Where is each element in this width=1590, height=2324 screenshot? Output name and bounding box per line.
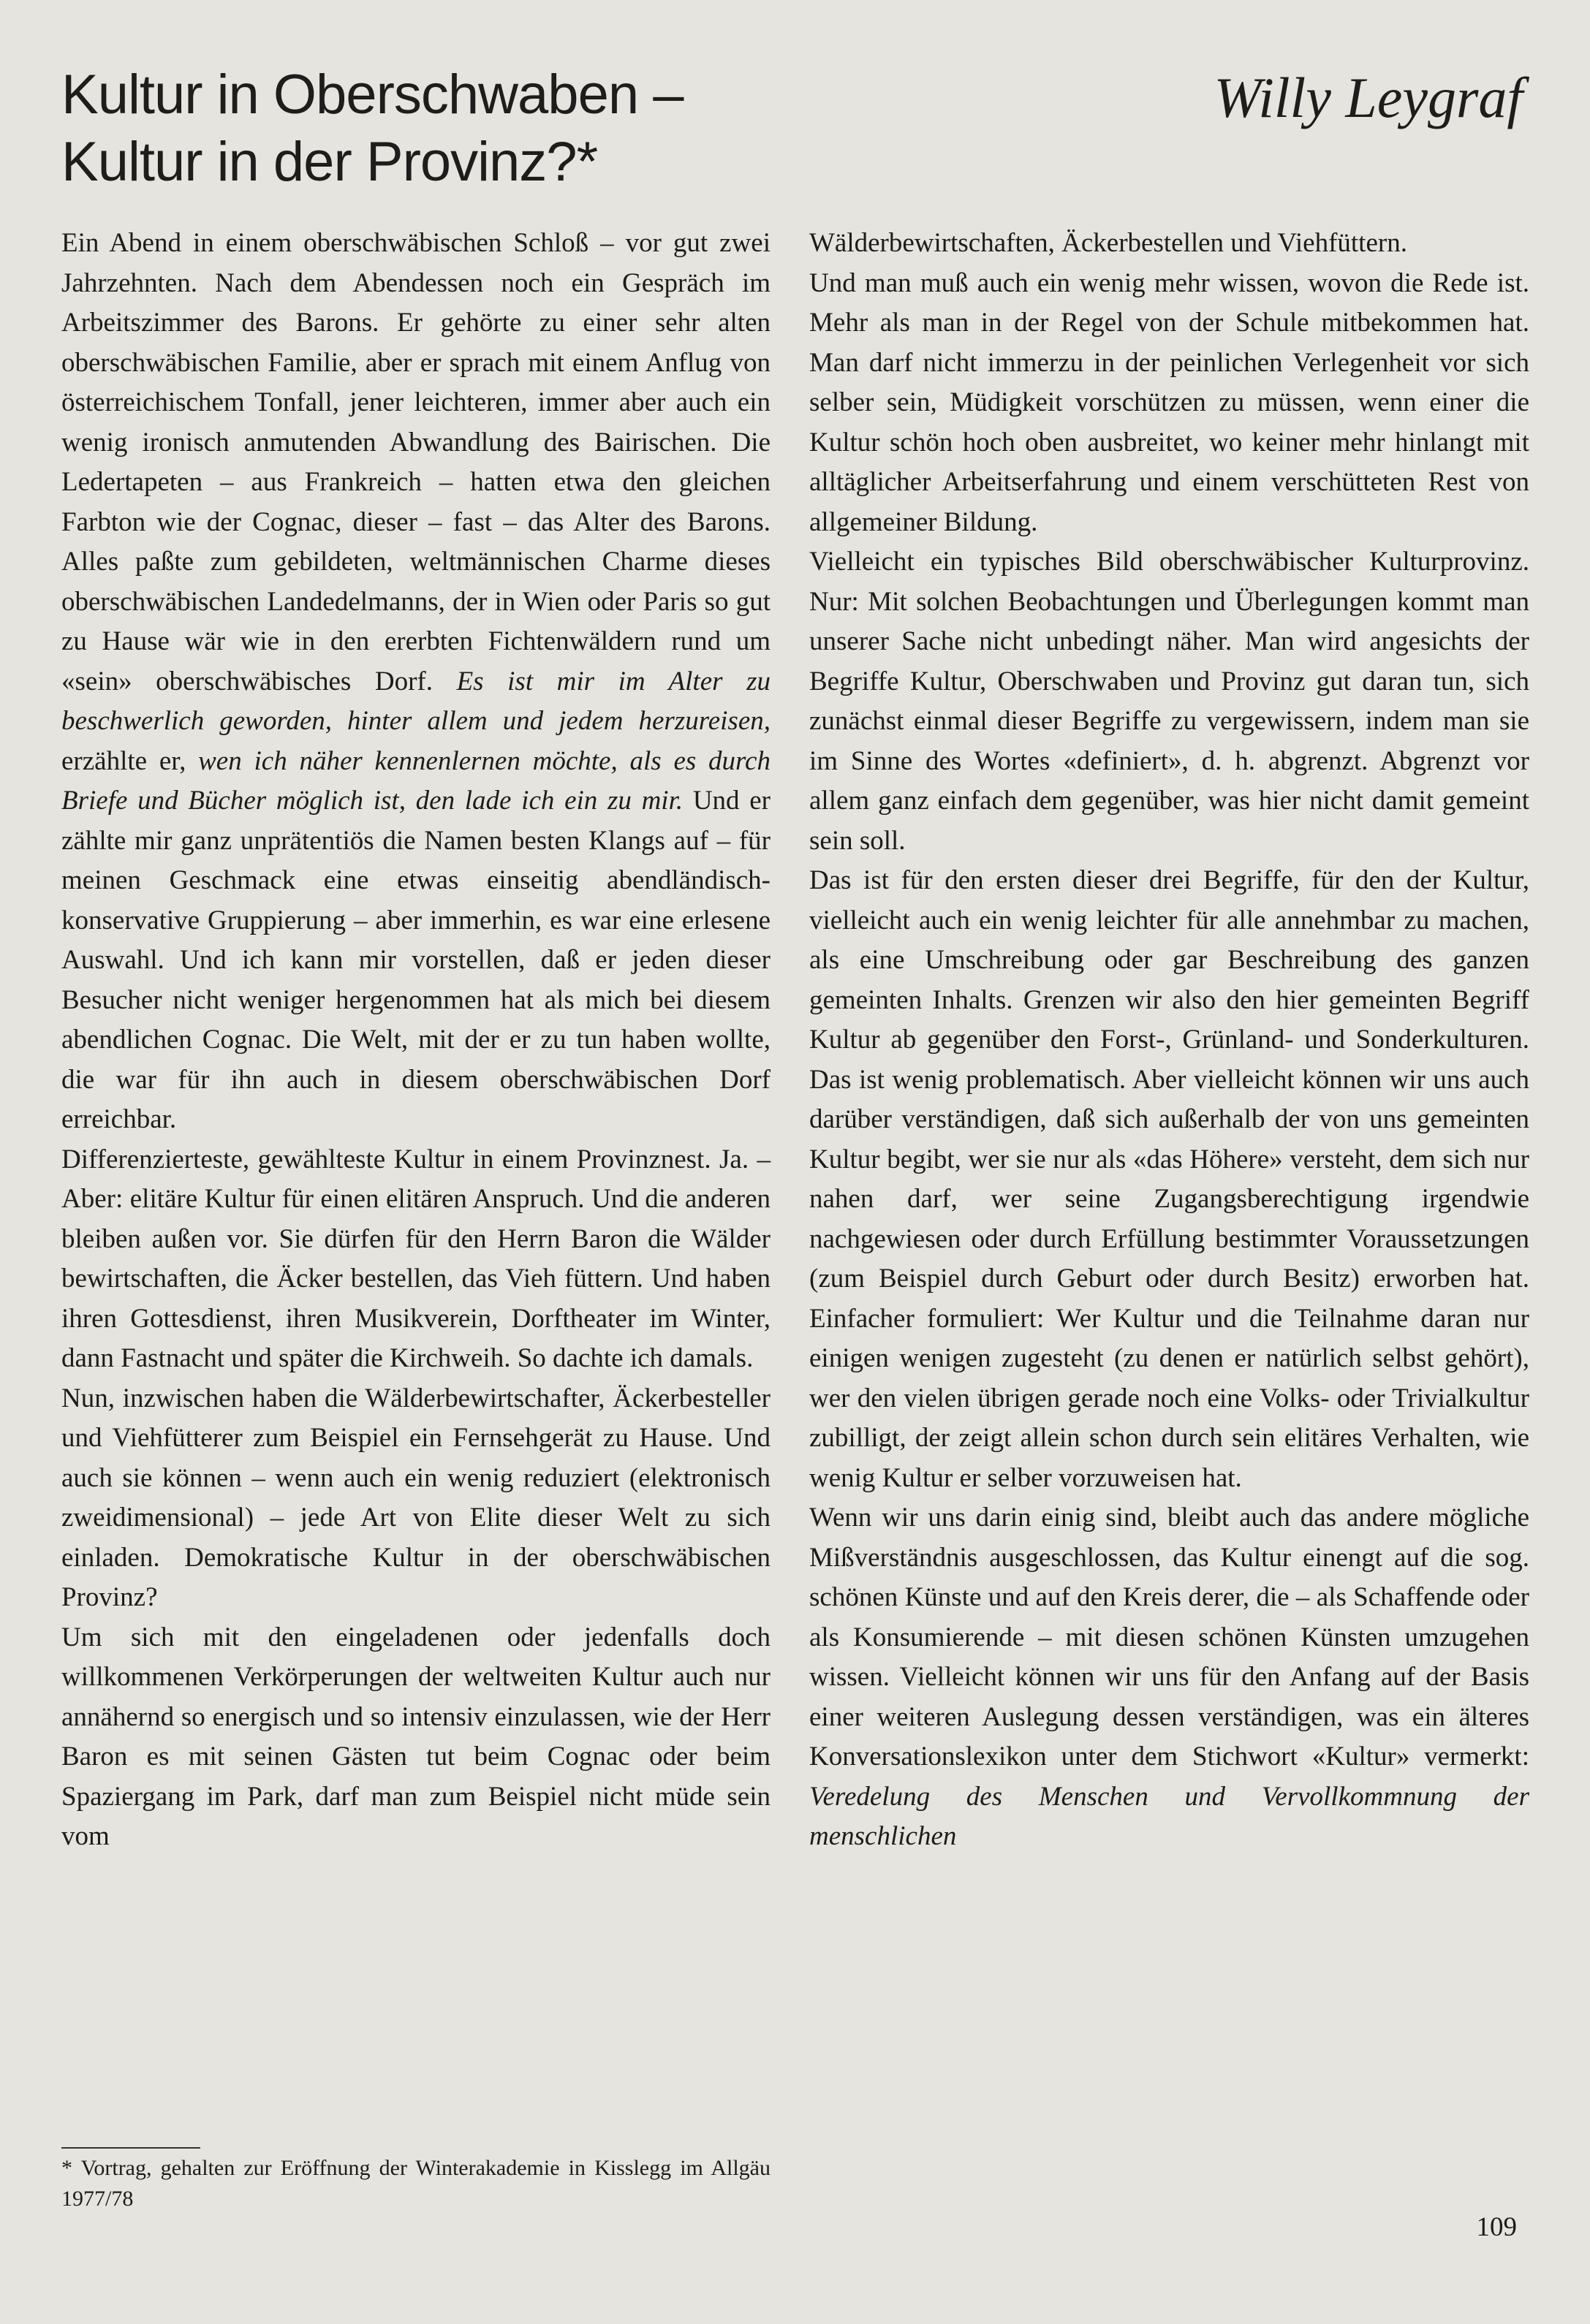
page-number: 109 [1476, 2212, 1517, 2242]
article-title [61, 61, 683, 196]
paragraph [61, 224, 771, 1140]
text-run: Wenn wir uns darin einig sind, bleibt auch das andere mögliche Mißverständnis ausgeschlossen, das Kultur einengt auf die sog. schönen Künste und auf den Kreis derer, die – als Schaffende oder als Konsumierende – mit diesen schönen Künsten umzugehen wissen. Vielleicht können wir uns für den Anfang auf der Basis einer weiteren Auslegung dessen verständigen, was ein älteres Konversationslexikon unter dem Stichwort «Kultur» vermerkt: [809, 1503, 1529, 1772]
author-name: Willy Leygraf [1214, 66, 1523, 129]
paragraph: Nun, inzwischen haben die Wälderbewirtschafter, Äckerbesteller und Viehfütterer zum Beispiel ein Fernsehgerät zu Hause. Und auch sie können – wenn auch ein wenig reduziert (elektronisch zweidimensional) – jede Art von Elite dieser Welt zu sich einladen. Demokratische Kultur in der oberschwäbischen Provinz? [61, 1383, 771, 1612]
paragraph: Differenzierteste, gewählteste Kultur in einem Provinznest. Ja. – Aber: elitäre Kultur für einen elitären Anspruch. Und die anderen bleiben außen vor. Sie dürfen für den Herrn Baron die Wälder bewirtschaften, die Äcker bestellen, das Vieh füttern. Und haben ihren Gottesdienst, ihren Musikverein, Dorftheater im Winter, dann Fastnacht und später die Kirchweih. So dachte ich damals. [61, 1144, 771, 1373]
text-run: Ein Abend in einem oberschwäbischen Schloß – vor gut zwei Jahrzehnten. Nach dem Abendessen noch ein Gespräch im Arbeitszimmer des Barons. Er gehörte zu einer sehr alten oberschwäbischen Familie, aber er sprach mit einem Anflug von österreichischem Tonfall, jener leichteren, immer aber auch ein wenig ironisch anmutenden Abwandlung des Bairischen. Die Ledertapeten – aus Frankreich – hatten etwa den gleichen Farbton wie der Cognac, dieser – fast – das Alter des Barons. Alles paßte zum gebildeten, weltmännischen Charme dieses oberschwäbischen Landedelmanns, der in Wien oder Paris so gut zu Hause wär wie in den ererbten Fichtenwäldern rund um «sein» oberschwäbisches Dorf. [61, 228, 771, 696]
footnote-rule [61, 2147, 200, 2149]
right-column [809, 224, 1529, 1857]
title-line-2: Kultur in der Provinz?* [61, 131, 598, 193]
paragraph: Um sich mit den eingeladenen oder jedenfalls doch willkommenen Verkörperungen der weltweiten Kultur auch nur annähernd so energisch und so intensiv einzulassen, wie der Herr Baron es mit seinen Gästen tut beim Cognac oder beim Spaziergang im Park, darf man zum Beispiel nicht müde sein vom [61, 1622, 771, 1851]
paragraph: Das ist für den ersten dieser drei Begriffe, für den der Kultur, vielleicht auch ein wenig leichter für alle annehmbar zu machen, als eine Umschreibung oder gar Beschreibung des ganzen gemeinten Inhalts. Grenzen wir also den hier gemeinten Begriff Kultur ab gegenüber den Forst-, Grünland- und Sonderkulturen. Das ist wenig problematisch. Aber vielleicht können wir uns auch darüber verständigen, daß sich außerhalb der von uns gemeinten Kultur begibt, wer sie nur als «das Höhere» versteht, dem sich nur nahen darf, wer seine Zugangsberechtigung irgendwie nachgewiesen oder durch Erfüllung bestimmter Voraussetzungen (zum Beispiel durch Geburt oder durch Besitz) erworben hat. Einfacher formuliert: Wer Kultur und die Teilnahme daran nur einigen wenigen zugesteht (zu denen er natürlich selbst gehört), wer den vielen übrigen gerade noch eine Volks- oder Trivialkultur zubilligt, der zeigt allein schon durch sein elitäres Verhalten, wie wenig Kultur er selber vorzuweisen hat. [809, 865, 1529, 1493]
left-column [61, 224, 771, 1857]
text-run: erzählte er, [61, 745, 199, 776]
title-line-1: Kultur in Oberschwaben – [61, 64, 684, 126]
text-run: Und er zählte mir ganz unprätentiös die Namen besten Klangs auf – für meinen Geschmack eine etwas einseitig abendländisch-konservative Gruppierung – aber immerhin, es war eine erlesene Auswahl. Und ich kann mir vorstellen, daß er jeden dieser Besucher nicht weniger hergenommen hat als mich bei diesem abendlichen Cognac. Die Welt, mit der er zu tun haben wollte, die war für ihn auch in diesem oberschwäbischen Dorf erreichbar. [61, 786, 771, 1134]
paragraph: Vielleicht ein typisches Bild oberschwäbischer Kulturprovinz. Nur: Mit solchen Beobachtungen und Überlegungen kommt man unserer Sache nicht unbedingt näher. Man wird angesichts der Begriffe Kultur, Oberschwaben und Provinz gut daran tun, sich zunächst einmal dieser Begriffe zu vergewissern, indem man sie im Sinne des Wortes «definiert», d. h. abgrenzt. Abgrenzt vor allem ganz einfach dem gegenüber, was hier nicht damit gemeint sein soll. [809, 547, 1529, 856]
footnote: * Vortrag, gehalten zur Eröffnung der Winterakademie in Kisslegg im Allgäu 1977/78 [61, 2156, 771, 2211]
italic-quote: wen ich näher kennenlernen möchte, als es durch Briefe und Bücher möglich ist, den lade ich ein zu mir. [61, 745, 771, 816]
paragraph: Und man muß auch ein wenig mehr wissen, wovon die Rede ist. Mehr als man in der Regel von der Schule mitbekommen hat. Man darf nicht immerzu in der peinlichen Verlegenheit vor sich selber sein, Müdigkeit vorschützen zu müssen, wenn einer die Kultur schön hoch oben ausbreitet, wo keiner mehr hinlangt mit alltäglicher Arbeitserfahrung und einem verschütteten Rest von allgemeiner Bildung. [809, 267, 1529, 537]
paragraph [809, 1498, 1529, 1857]
paragraph: Wälderbewirtschaften, Äckerbestellen und Viehfüttern. [809, 228, 1407, 258]
italic-quote: Veredelung des Menschen und Vervollkommnung der menschlichen [809, 1781, 1529, 1851]
italic-quote: Es ist mir im Alter zu beschwerlich geworden, hinter allem und jedem herzureisen, [61, 666, 771, 736]
